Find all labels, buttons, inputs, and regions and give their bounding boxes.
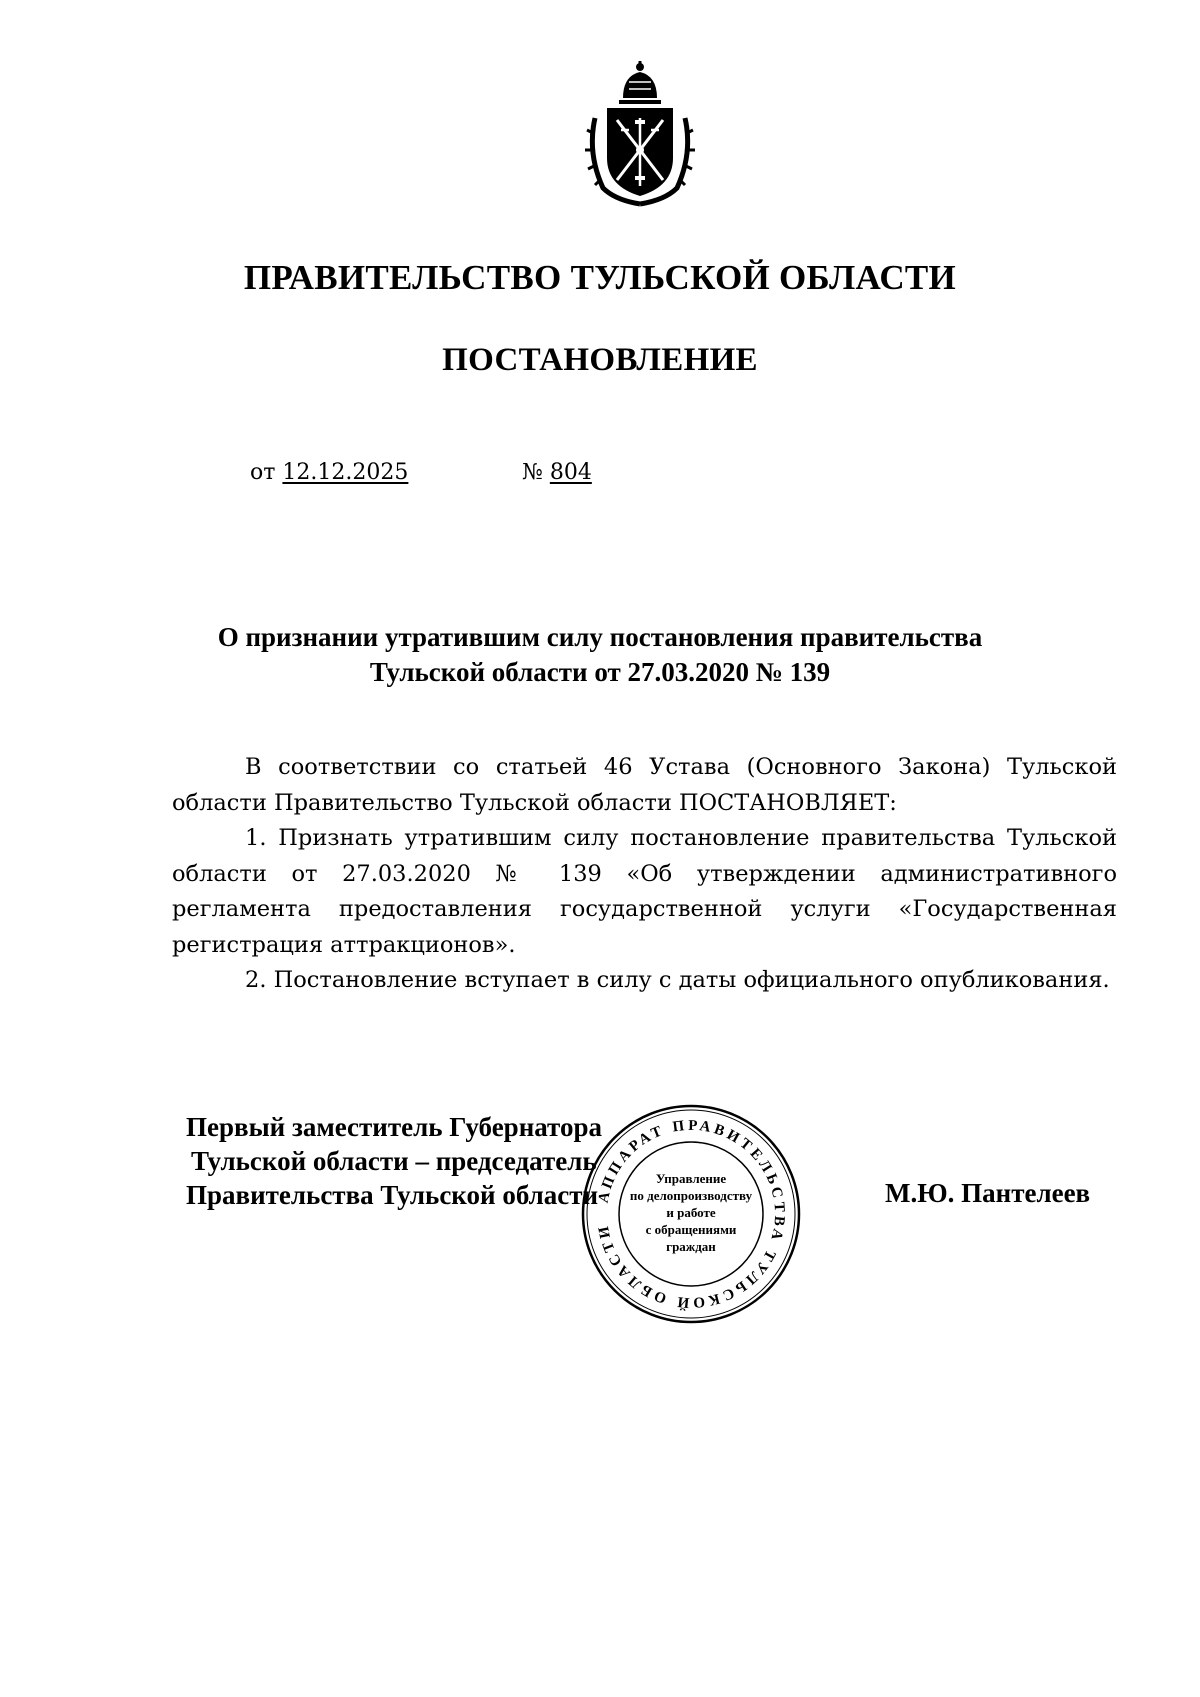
stamp-center-line-1: Управление <box>655 1171 727 1186</box>
signatory-line-1: Первый заместитель Губернатора <box>186 1112 602 1142</box>
government-title: ПРАВИТЕЛЬСТВО ТУЛЬСКОЙ ОБЛАСТИ <box>243 258 957 297</box>
document-body <box>172 750 1117 999</box>
tula-coat-of-arms-icon <box>585 58 695 208</box>
date-value: 12.12.2025 <box>282 460 409 485</box>
document-number <box>522 460 592 485</box>
signatory-line-3: Правительства Тульской области <box>186 1180 599 1210</box>
document-subject <box>200 620 1000 690</box>
body-paragraph-preamble: В соответствии со статьей 46 Устава (Основного Закона) Тульской области Правительство Тульской области ПОСТАНОВЛЯЕТ: <box>172 754 1117 816</box>
official-stamp <box>580 1103 802 1325</box>
signatory-position <box>186 1110 602 1212</box>
body-paragraph-item-1: 1. Признать утратившим силу постановление правительства Тульской области от 27.03.2020 № 139 «Об утверждении административного регламента предоставления государственной услуги «Государственная регистрация аттракционов». <box>172 825 1117 958</box>
stamp-ring-text: АППАРАТ ПРАВИТЕЛЬСТВА ТУЛЬСКОЙ ОБЛАСТИ <box>595 1117 788 1311</box>
subject-line-1: О признании утратившим силу постановления правительства <box>217 622 983 652</box>
body-paragraph-item-2: 2. Постановление вступает в силу с даты официального опубликования. <box>245 967 1110 993</box>
stamp-center-line-2: по делопроизводству <box>629 1188 753 1203</box>
date-prefix: от <box>250 460 276 485</box>
stamp-center-line-4: с обращениями <box>645 1222 737 1237</box>
document-type: ПОСТАНОВЛЕНИЕ <box>442 342 758 378</box>
signatory-line-2: Тульской области – председатель <box>191 1146 597 1176</box>
signatory-name: М.Ю. Пантелеев <box>885 1178 1091 1208</box>
number-value: 804 <box>549 460 592 485</box>
number-prefix: № <box>522 460 543 485</box>
stamp-center-line-3: и работе <box>666 1205 716 1220</box>
stamp-center-line-5: граждан <box>666 1239 716 1254</box>
subject-line-2: Тульской области от 27.03.2020 № 139 <box>369 657 831 687</box>
document-date <box>250 460 408 485</box>
